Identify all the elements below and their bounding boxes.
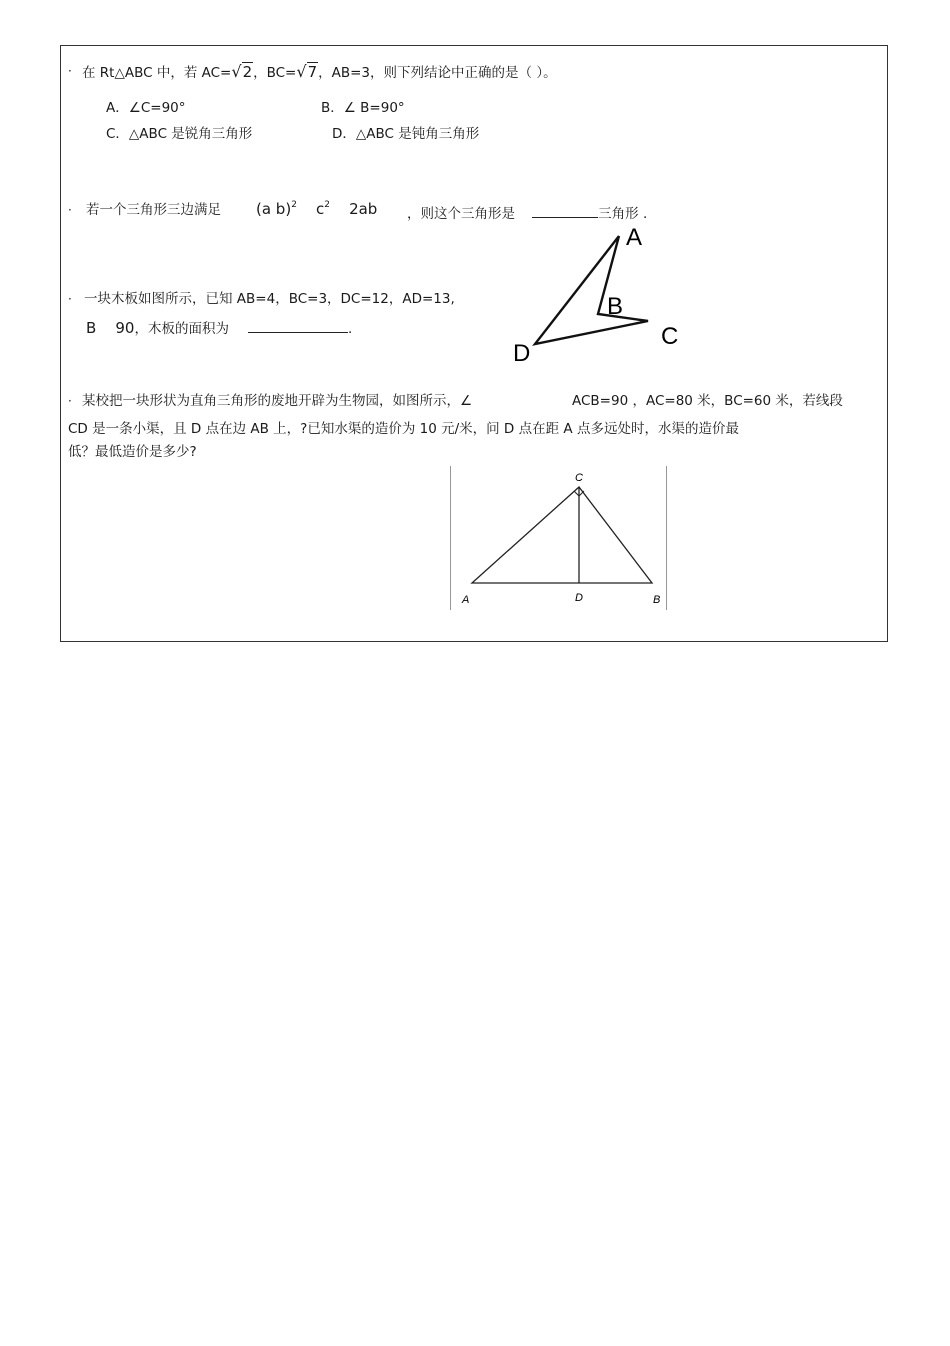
q2-suffix2: 三角形 . — [598, 206, 648, 222]
q3-angle-value: 90 — [115, 319, 135, 337]
q1-option-d: D．△ABC 是钝角三角形 — [332, 126, 480, 142]
q4-line1b: ACB=90 ，AC=80 米，BC=60 米，若线段 — [572, 393, 843, 409]
q1-prefix: 在 Rt△ABC 中，若 AC= — [82, 65, 232, 81]
fig-label-a: A — [462, 594, 470, 606]
q2-expression — [256, 200, 377, 218]
q4-line3: 低？最低造价是多少? — [68, 444, 197, 460]
q1-bc-radicand: 7 — [307, 63, 318, 81]
sqrt-symbol: √7 — [296, 62, 318, 81]
fig-label-c: C — [661, 323, 679, 350]
q1-suffix: ，AB=3，则下列结论中正确的是（ ）。 — [318, 65, 557, 81]
fig-label-a: A — [626, 224, 643, 251]
q1-option-b: B．∠ B=90° — [321, 100, 405, 116]
q2-suffix — [407, 203, 647, 222]
garden-figure — [450, 466, 668, 610]
q4-line1a: 某校把一块形状为直角三角形的废地开辟为生物园，如图所示，∠ — [82, 393, 473, 409]
bullet: · — [68, 64, 72, 78]
q2-expr-c: c — [316, 200, 325, 218]
fig-label-c: C — [575, 472, 583, 484]
sqrt-symbol: √2 — [231, 62, 253, 81]
q3-end: . — [348, 321, 353, 337]
q2-expr-ab: 2ab — [349, 200, 378, 218]
bullet: · — [68, 394, 72, 408]
q2-exp1: 2 — [291, 200, 297, 210]
q2-answer-blank[interactable] — [532, 203, 598, 218]
fig-label-d: D — [513, 340, 531, 367]
q1-option-a: A．∠C=90° — [106, 100, 186, 116]
q1-ac-radicand: 2 — [242, 63, 253, 81]
q3-line2-suffix: ，木板的面积为 — [134, 321, 229, 337]
q3-angle-b: B — [86, 319, 97, 337]
q1-stem — [82, 62, 557, 81]
q2-exp2: 2 — [324, 200, 330, 210]
q3-answer-blank[interactable] — [248, 318, 348, 333]
q1-mid: ，BC= — [253, 65, 297, 81]
triangle-abc — [472, 487, 652, 583]
q1-option-c: C．△ABC 是锐角三角形 — [106, 126, 253, 142]
q2-expr-a: (a b) — [256, 200, 292, 218]
bullet: · — [68, 203, 72, 217]
q3-line1: 一块木板如图所示，已知 AB=4，BC=3，DC=12，AD=13, — [84, 291, 455, 307]
fig-label-b: B — [607, 293, 624, 320]
q4-line2: CD 是一条小渠，且 D 点在边 AB 上，?已知水渠的造价为 10 元/米，问 D 点在距 A 点多远处时，水渠的造价最 — [68, 421, 739, 437]
fig-label-d: D — [575, 592, 583, 604]
q2-prefix: 若一个三角形三边满足 — [86, 202, 221, 218]
q3-line2 — [86, 318, 352, 337]
bullet: · — [68, 292, 72, 306]
board-outline — [535, 236, 648, 344]
fig-label-b: B — [653, 594, 661, 606]
q2-suffix1: ，则这个三角形是 — [407, 206, 515, 222]
board-figure — [505, 222, 695, 372]
